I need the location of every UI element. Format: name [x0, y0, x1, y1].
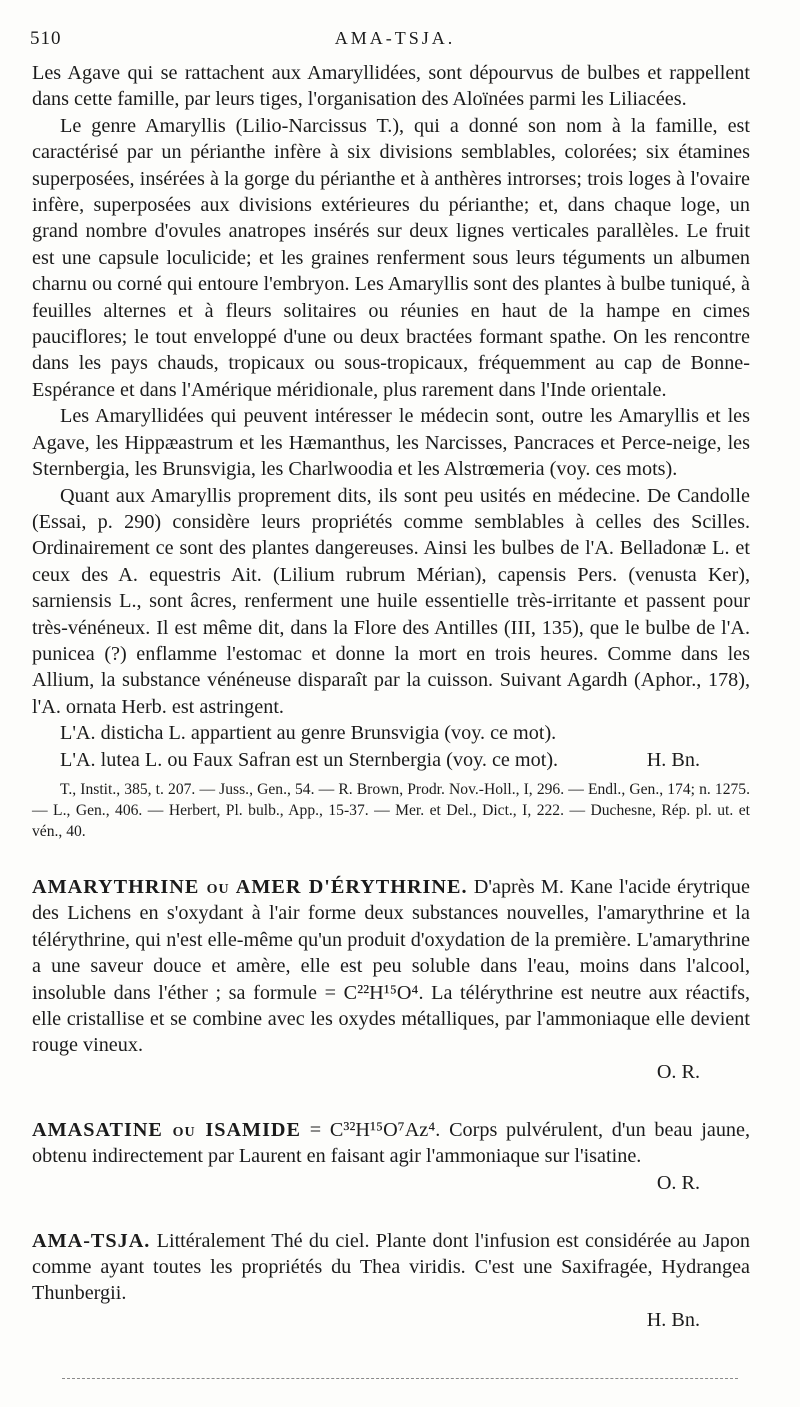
running-head: AMA-TSJA.	[334, 28, 456, 48]
author-signature: H. Bn.	[646, 1308, 700, 1331]
entry-headword: AMASATINE ou ISAMIDE	[32, 1118, 301, 1141]
amaryllidees-paragraph-6-text: L'A. lutea L. ou Faux Safran est un Sternbergia (voy. ce mot).	[60, 748, 559, 771]
entry-amarythrine	[32, 874, 750, 1085]
amaryllidees-paragraph-2: Le genre Amaryllis (Lilio-Narcissus T.), qui a donné son nom à la famille, est caractérisé par un périanthe infère à six divisions semblables, colorées; six étamines superposées, insérées à la gorge du périanthe et à anthères introrses; trois loges à l'ovaire infère, superposées aux divisions extérieures du périanthe; et, dans chaque loge, un grand nombre d'ovules anatropes insérés sur deux lignes verticales parallèles. Le fruit est une capsule loculicide; et les graines renferment sous leurs téguments un albumen charnu ou corné qui entoure l'embryon. Les Amaryllis sont des plantes à bulbe tuniqué, à feuilles alternes et à fleurs solitaires ou réunies en haut de la hampe en cimes pauciflores; le tout enveloppé d'une ou deux bractées formant spathe. On les rencontre dans les pays chauds, tropicaux ou sous-tropicaux, fréquemment au cap de Bonne-Espérance et dans l'Amérique méridionale, plus rarement dans l'Inde orientale.	[32, 114, 750, 401]
entry-amarythrine-body	[32, 874, 750, 1059]
amaryllidees-paragraph-6	[32, 747, 750, 773]
entry-ama-tsja-body	[32, 1228, 750, 1307]
entry-text: = C³²H¹⁵O⁷Az⁴. Corps pulvérulent, d'un beau jaune, obtenu indirectement par Laurent en faisant agir l'ammoniaque sur l'isatine.	[32, 1118, 751, 1168]
entry-amasatine-body	[32, 1117, 750, 1170]
author-signature: O. R.	[656, 1060, 700, 1083]
page-content	[32, 60, 750, 1333]
author-signature: O. R.	[656, 1171, 700, 1194]
author-signature: H. Bn.	[646, 748, 700, 771]
amaryllidees-paragraph-3: Les Amaryllidées qui peuvent intéresser le médecin sont, outre les Amaryllis et les Agave, les Hippæastrum et les Hæmanthus, les Narcisses, Pancraces et Perce-neige, les Sternbergia, les Brunsvigia, les Charlwoodia et les Alstrœmeria (voy. ces mots).	[32, 405, 750, 481]
entry-text: D'après M. Kane l'acide érytrique des Lichens en s'oxydant à l'air forme deux substances nouvelles, l'amarythrine et la télérythrine, qui n'est elle-même qu'un produit d'oxydation de la première. L'amarythrine a une saveur douce et amère, elle est peu soluble dans l'eau, moins dans l'alcool, insoluble dans l'éther ; sa formule = C²²H¹⁵O⁴. La télérythrine est neutre aux réactifs, elle cristallise et se combine avec les oxydes métalliques, par l'ammoniaque elle devient rouge vineux.	[32, 875, 750, 1057]
footer-rule	[62, 1378, 738, 1379]
entry-headword: AMA-TSJA.	[32, 1229, 151, 1252]
page-header	[30, 28, 760, 54]
amaryllidees-paragraph-1: Les Agave qui se rattachent aux Amaryllidées, sont dépourvus de bulbes et rappellent dans cette famille, par leurs tiges, l'organisation des Aloïnées parmi les Liliacées.	[32, 62, 750, 111]
entry-ama-tsja	[32, 1228, 750, 1333]
entry-text: Littéralement Thé du ciel. Plante dont l'infusion est considérée au Japon comme ayant toutes les propriétés du Thea viridis. C'est une Saxifragée, Hydrangea Thunbergii.	[32, 1229, 751, 1305]
amaryllidees-paragraph-5: L'A. disticha L. appartient au genre Brunsvigia (voy. ce mot).	[60, 722, 557, 745]
entry-headword: AMARYTHRINE ou AMER D'ÉRYTHRINE.	[32, 875, 468, 898]
entry-amasatine	[32, 1117, 750, 1196]
amaryllidees-paragraph-4: Quant aux Amaryllis proprement dits, ils sont peu usités en médecine. De Candolle (Essai, p. 290) considère leurs propriétés comme semblables à celles des Scilles. Ordinairement ce sont des plantes dangereuses. Ainsi les bulbes de l'A. Belladonæ L. et ceux des A. equestris Ait. (Lilium rubrum Mérian), capensis Pers. (venusta Ker), sarniensis L., sont âcres, renferment une huile essentielle très-irritante et passent pour très-vénéneux. Il est même dit, dans la Flore des Antilles (III, 135), que le bulbe de l'A. punicea (?) enflamme l'estomac et donne la mort en trois heures. Comme dans les Allium, la substance vénéneuse disparaît par la cuisson. Suivant Agardh (Aphor., 178), l'A. ornata Herb. est astringent.	[32, 484, 750, 718]
bibliographic-references: T., Instit., 385, t. 207. — Juss., Gen., 54. — R. Brown, Prodr. Nov.-Holl., I, 296. — Endl., Gen., 174; n. 1275. — L., Gen., 406. — Herbert, Pl. bulb., App., 15-37. — Mer. et Del., Dict., I, 222. — Duchesne, Rép. pl. ut. et vén., 40.	[32, 780, 750, 840]
page-number: 510	[30, 28, 62, 49]
